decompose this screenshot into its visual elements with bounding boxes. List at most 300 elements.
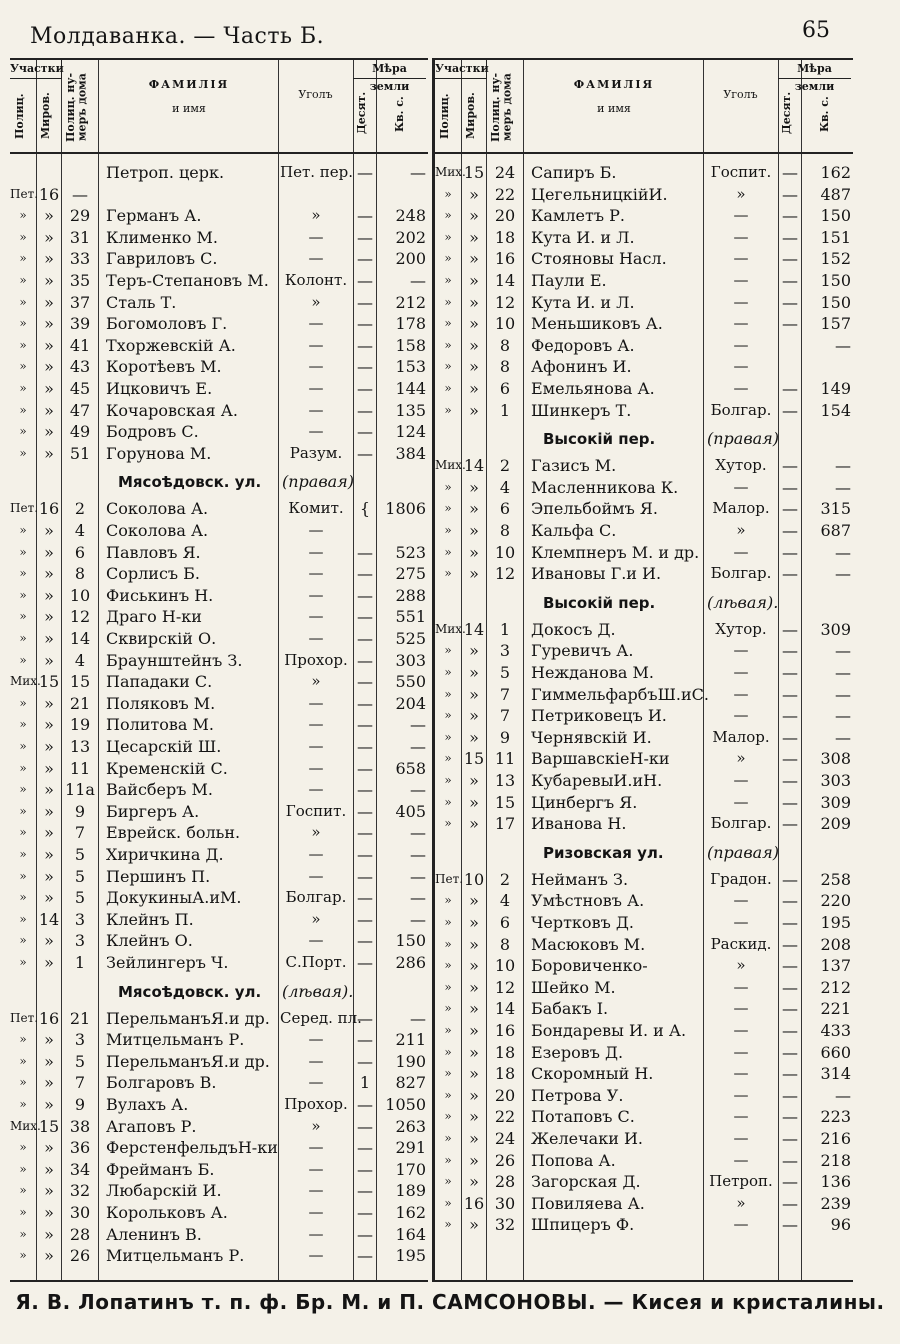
table-row (435, 520, 853, 541)
cell-num: 9 (74, 801, 86, 821)
cell-num: 16 (494, 249, 516, 269)
cell-ugol: — (308, 249, 324, 268)
cell-des: — (782, 1107, 798, 1127)
cell-name: Кочаровская А. (106, 400, 238, 420)
cell-mir: » (469, 1215, 479, 1235)
cell-pol: » (444, 915, 452, 929)
cell-pol: » (444, 958, 452, 973)
cell-pol: » (444, 1087, 452, 1102)
cell-kv: 195 (395, 1246, 426, 1266)
cell-pol: » (444, 773, 452, 787)
cell-des: — (782, 521, 798, 540)
cell-mir: » (44, 585, 54, 605)
cell-mir: » (469, 521, 479, 540)
cell-ugol: Прохор. (284, 1095, 348, 1113)
cell-num: 22 (494, 184, 516, 204)
cell-des: — (357, 715, 373, 735)
cell-pol: » (444, 729, 452, 744)
cell-name: Кременскій С. (106, 758, 228, 778)
page-number: 65 (802, 18, 830, 43)
cell-des: — (782, 1021, 798, 1040)
cell-pol: Мих. (435, 621, 466, 636)
street-name: Мясоѣдовск. ул. (118, 473, 262, 492)
cell-ugol: Разум. (289, 443, 343, 462)
cell-num: 5 (74, 845, 86, 864)
cell-mir: » (469, 771, 479, 790)
cell-num: 22 (494, 1107, 516, 1127)
cell-des: — (782, 727, 798, 747)
cell-ugol: » (311, 823, 321, 842)
cell-num: 1 (74, 953, 86, 972)
cell-des: — (782, 956, 798, 976)
cell-name: Эпельбоймъ Я. (531, 499, 658, 519)
cell-kv: 1050 (385, 1095, 426, 1114)
cell-des: — (357, 737, 373, 756)
cell-mir: 15 (38, 1116, 60, 1136)
table-row (10, 1137, 428, 1158)
cell-kv: — (410, 737, 426, 756)
cell-kv: 221 (820, 999, 851, 1019)
cell-kv: 308 (820, 749, 851, 769)
cell-des: — (357, 379, 373, 398)
cell-des: — (782, 1129, 798, 1148)
table-row (435, 205, 853, 226)
cell-kv: 303 (820, 771, 851, 790)
table-row (10, 1224, 428, 1245)
cell-num: 21 (69, 693, 91, 713)
cell-des: — (782, 499, 798, 519)
cell-kv: — (835, 477, 851, 497)
cell-ugol: — (733, 379, 749, 397)
table-row (10, 270, 428, 291)
cell-name: Умѣстновъ А. (531, 891, 645, 911)
cell-ugol: Хутор. (715, 619, 767, 638)
cell-num: 12 (494, 977, 516, 997)
cell-kv: 525 (395, 629, 426, 648)
table-row (10, 628, 428, 649)
table-row (10, 801, 428, 822)
cell-pol: » (444, 316, 452, 331)
cell-ugol: — (308, 227, 324, 246)
cell-name: Петроп. церк. (106, 163, 225, 182)
cell-mir: » (44, 823, 54, 843)
cell-mir: » (469, 1150, 479, 1170)
cell-pol: » (444, 708, 452, 723)
cell-mir: » (469, 564, 479, 584)
cell-pol: » (19, 316, 27, 331)
cell-ugol: » (736, 184, 746, 203)
cell-name: Шейко М. (531, 977, 616, 997)
table-row (10, 1072, 428, 1093)
cell-pol: Пет. (10, 501, 39, 516)
cell-kv: 286 (395, 953, 426, 972)
cell-num: 35 (69, 271, 91, 290)
cell-pol: » (19, 652, 27, 667)
cell-ugol: » (311, 909, 321, 928)
cell-name: Зейлингеръ Ч. (106, 953, 229, 972)
cell-mir: 16 (38, 1008, 60, 1028)
table-row (435, 977, 853, 998)
table-row (10, 758, 428, 779)
header-polits: Полиц. (438, 93, 451, 139)
cell-kv: 170 (395, 1159, 426, 1179)
cell-mir: 16 (463, 1193, 485, 1213)
cell-des: — (357, 780, 373, 800)
cell-ugol: — (308, 400, 324, 419)
cell-des: — (782, 706, 798, 726)
cell-mir: » (469, 542, 479, 562)
cell-mir: » (44, 206, 54, 226)
header-familiya: ФАМИЛІЯ (573, 78, 655, 91)
cell-name: Еврейск. больн. (106, 823, 241, 843)
cell-pol: » (444, 479, 452, 494)
cell-pol: Мих. (435, 165, 466, 179)
cell-ugol: — (733, 706, 749, 725)
cell-num: 30 (69, 1203, 91, 1222)
cell-ugol: — (733, 542, 749, 561)
table-row (10, 563, 428, 584)
cell-pol: » (444, 1217, 452, 1232)
cell-des: — (357, 1030, 373, 1050)
cell-pol: » (444, 1109, 452, 1124)
cell-pol: Мих. (10, 1118, 41, 1133)
cell-des: — (357, 801, 373, 821)
table-row (435, 662, 853, 683)
header-uchastki: Участки (10, 60, 62, 79)
cell-des: — (782, 456, 798, 476)
cell-ugol: — (733, 206, 749, 225)
cell-pol: » (19, 803, 27, 818)
cell-des: — (782, 206, 798, 226)
cell-name: Езеровъ Д. (531, 1042, 624, 1062)
cell-mir: » (469, 792, 479, 812)
cell-mir: » (469, 477, 479, 497)
table-row (435, 335, 853, 356)
cell-ugol: — (308, 314, 324, 333)
cell-kv: 154 (820, 400, 851, 420)
cell-name: Потаповъ С. (531, 1107, 635, 1127)
cell-ugol: Госпит. (710, 163, 772, 181)
table-row (10, 1029, 428, 1050)
cell-pol: » (19, 294, 27, 309)
cell-kv: — (835, 663, 851, 682)
cell-kv: 136 (820, 1172, 851, 1192)
cell-kv: 1806 (385, 499, 426, 519)
cell-des: — (357, 823, 373, 843)
cell-des: — (782, 977, 798, 997)
cell-name: Драго Н-ки (106, 607, 202, 627)
left-column-header (10, 60, 428, 154)
header-familiya: ФАМИЛІЯ (148, 78, 230, 91)
cell-mir: » (44, 379, 54, 398)
cell-ugol: — (308, 607, 324, 626)
cell-name: Фиськинъ Н. (106, 585, 214, 605)
cell-kv: 827 (395, 1073, 426, 1093)
cell-des: — (782, 999, 798, 1019)
cell-ugol: — (733, 641, 749, 660)
cell-kv: — (410, 163, 426, 182)
cell-ugol: — (308, 737, 324, 755)
table-row (435, 869, 853, 890)
cell-num: 6 (499, 379, 511, 398)
cell-mir: » (44, 888, 54, 908)
cell-name: Клемпнеръ М. и др. (531, 542, 700, 562)
cell-des: — (357, 249, 373, 269)
table-row (435, 684, 853, 705)
cell-pol: » (444, 979, 452, 994)
cell-num: 14 (494, 999, 516, 1019)
cell-pol: » (444, 208, 452, 223)
table-row (435, 619, 853, 640)
cell-num: 10 (494, 542, 516, 562)
cell-ugol: — (733, 292, 749, 311)
cell-name: Стояновы Насл. (531, 249, 667, 269)
cell-des: — (357, 629, 373, 648)
cell-des: — (782, 542, 798, 562)
table-row (10, 542, 428, 563)
street-name: Высокій пер. (543, 430, 656, 449)
cell-kv: 150 (820, 292, 851, 312)
cell-pol: » (19, 890, 27, 905)
cell-kv: 211 (395, 1030, 426, 1050)
table-row (435, 1214, 853, 1235)
table-row (10, 714, 428, 735)
cell-mir: » (469, 184, 479, 204)
cell-ugol: — (733, 1064, 749, 1083)
cell-mir: » (44, 443, 54, 463)
cell-ugol: — (308, 1051, 324, 1070)
cell-name: ЦегельницкійИ. (531, 184, 668, 204)
cell-name: Клименко М. (106, 227, 218, 247)
cell-kv: — (410, 715, 426, 735)
cell-mir: » (44, 780, 54, 800)
cell-mir: 14 (463, 619, 485, 639)
cell-kv: 239 (820, 1193, 851, 1213)
cell-name: Фрейманъ Б. (106, 1159, 215, 1179)
table-row (10, 248, 428, 269)
cell-mir: 16 (38, 499, 60, 519)
cell-name: Першинъ П. (106, 866, 211, 886)
table-row (435, 227, 853, 248)
cell-num: 8 (499, 521, 511, 540)
cell-ugol: — (733, 249, 749, 268)
cell-ugol: Петроп. (709, 1172, 773, 1191)
cell-ugol: — (308, 1030, 324, 1049)
cell-name: Сквирскій О. (106, 629, 217, 648)
page-title: Молдаванка. — Часть Б. (30, 24, 325, 49)
cell-name: Корольковъ А. (106, 1203, 228, 1222)
cell-kv: 150 (820, 271, 851, 290)
cell-kv: — (410, 271, 426, 290)
cell-name: Политова М. (106, 715, 214, 735)
table-row (435, 705, 853, 726)
cell-mir: » (44, 607, 54, 627)
table-row (10, 1202, 428, 1223)
cell-mir: » (469, 891, 479, 911)
table-row (435, 1128, 853, 1149)
cell-kv: 218 (820, 1150, 851, 1170)
cell-pol: » (19, 424, 27, 439)
cell-num: 38 (69, 1116, 91, 1136)
table-row (10, 1180, 428, 1201)
cell-des: — (782, 641, 798, 661)
cell-name: Иванова Н. (531, 814, 627, 834)
table-row (435, 998, 853, 1019)
cell-des: — (357, 1138, 373, 1158)
cell-des: — (357, 443, 373, 463)
table-row (10, 650, 428, 671)
cell-name: Горунова М. (106, 443, 212, 463)
cell-des: — (782, 1215, 798, 1235)
cell-pol: » (19, 544, 27, 559)
cell-name: Сталь Т. (106, 292, 177, 312)
cell-ugol: — (733, 999, 749, 1018)
cell-kv: — (835, 564, 851, 584)
cell-kv: — (410, 866, 426, 886)
cell-mir: » (469, 977, 479, 997)
cell-ugol: — (308, 542, 324, 561)
advertisement-footer: Я. В. Лопатинъ т. п. ф. Бр. М. и П. САМСОНОВЫ. — Кисея и кристалины. (15, 1290, 885, 1314)
table-row (10, 1051, 428, 1072)
cell-num: 3 (499, 641, 511, 661)
table-row (10, 866, 428, 887)
cell-ugol: — (308, 845, 324, 863)
cell-pol: » (444, 501, 452, 516)
cell-mir: » (469, 314, 479, 334)
table-row (10, 162, 428, 183)
cell-ugol: — (733, 477, 749, 496)
cell-kv: 209 (820, 814, 851, 834)
cell-ugol: Малор. (712, 499, 770, 518)
cell-des: — (782, 477, 798, 497)
cell-des: — (357, 1116, 373, 1136)
cell-ugol: — (733, 1021, 749, 1039)
cell-name: Чертковъ Д. (531, 913, 634, 932)
cell-des: — (357, 650, 373, 670)
cell-mir: » (469, 814, 479, 834)
cell-name: Поляковъ М. (106, 693, 216, 713)
cell-kv: 216 (820, 1129, 851, 1148)
cell-kv: 190 (395, 1051, 426, 1071)
cell-ugol: — (308, 357, 324, 376)
cell-ugol: — (308, 1181, 324, 1200)
cell-name: Кута И. и Л. (531, 292, 635, 312)
cell-num: 8 (74, 564, 86, 584)
cell-ugol: — (733, 1107, 749, 1126)
cell-name: ГиммельфарбъШ.иС. (531, 684, 709, 704)
cell-des: — (782, 891, 798, 911)
cell-pol: » (19, 273, 27, 287)
cell-num: 30 (494, 1193, 516, 1213)
cell-mir: » (44, 715, 54, 735)
cell-pol: » (444, 273, 452, 287)
cell-ugol: — (733, 227, 749, 246)
cell-mir: » (44, 1159, 54, 1179)
cell-name: Желечаки И. (531, 1129, 643, 1148)
cell-pol: » (19, 1205, 27, 1219)
cell-name: ДокукиныА.иМ. (106, 888, 242, 908)
street-section-heading (435, 841, 853, 865)
cell-num: 6 (499, 913, 511, 932)
cell-mir: » (469, 641, 479, 661)
cell-des: — (357, 292, 373, 312)
cell-ugol: — (733, 891, 749, 910)
cell-ugol: — (308, 866, 324, 885)
table-row (10, 930, 428, 951)
cell-mir: » (44, 866, 54, 886)
cell-pol: » (19, 717, 27, 732)
cell-name: Бабакъ І. (531, 999, 609, 1019)
cell-kv: — (410, 823, 426, 843)
cell-kv: 153 (395, 357, 426, 377)
cell-kv: — (835, 335, 851, 355)
cell-kv: — (835, 1085, 851, 1105)
table-row (10, 400, 428, 421)
cell-name: КубаревыИ.иН. (531, 771, 663, 790)
cell-num: 26 (494, 1150, 516, 1170)
cell-num: 4 (499, 477, 511, 497)
cell-mir: » (44, 931, 54, 951)
cell-pol: » (19, 825, 27, 840)
cell-name: Гуревичъ А. (531, 641, 634, 661)
right-table (432, 58, 853, 1282)
cell-mir: » (44, 521, 54, 540)
cell-des: — (357, 542, 373, 562)
cell-ugol: — (308, 629, 324, 647)
cell-mir: » (469, 1064, 479, 1084)
street-name: Ризовская ул. (543, 843, 664, 862)
cell-ugol: — (733, 1129, 749, 1147)
cell-name: Емельянова А. (531, 379, 655, 398)
table-row (10, 313, 428, 334)
cell-name: Газисъ М. (531, 456, 617, 476)
cell-des: — (782, 249, 798, 269)
cell-num: 11 (494, 749, 516, 769)
cell-pol: » (444, 1152, 452, 1167)
table-row (10, 227, 428, 248)
cell-ugol: — (308, 1224, 324, 1243)
cell-pol: » (444, 337, 452, 352)
table-row (435, 1171, 853, 1192)
cell-mir: » (44, 292, 54, 312)
cell-mir: 15 (463, 163, 485, 182)
cell-des: — (357, 335, 373, 355)
cell-pol: » (444, 359, 452, 374)
table-row (435, 748, 853, 769)
cell-kv: 208 (820, 934, 851, 954)
cell-num: 6 (499, 499, 511, 519)
cell-des: — (357, 1224, 373, 1244)
cell-mir: » (44, 1138, 54, 1158)
cell-num: 3 (74, 931, 86, 951)
cell-pol: » (444, 1001, 452, 1016)
cell-des: — (357, 564, 373, 584)
cell-name: Попова А. (531, 1150, 616, 1170)
cell-mir: » (469, 335, 479, 355)
cell-des: — (782, 792, 798, 812)
cell-des: — (357, 845, 373, 864)
cell-name: ВаршавскіеН-ки (531, 749, 670, 769)
cell-mir: » (44, 845, 54, 864)
left-rows (10, 154, 428, 1280)
cell-kv: — (835, 684, 851, 704)
cell-kv: 150 (395, 931, 426, 951)
cell-des: — (782, 1172, 798, 1192)
cell-num: 15 (494, 792, 516, 812)
cell-num: 3 (74, 1030, 86, 1050)
header-mirov: Миров. (39, 92, 52, 140)
cell-pol: » (19, 760, 27, 775)
